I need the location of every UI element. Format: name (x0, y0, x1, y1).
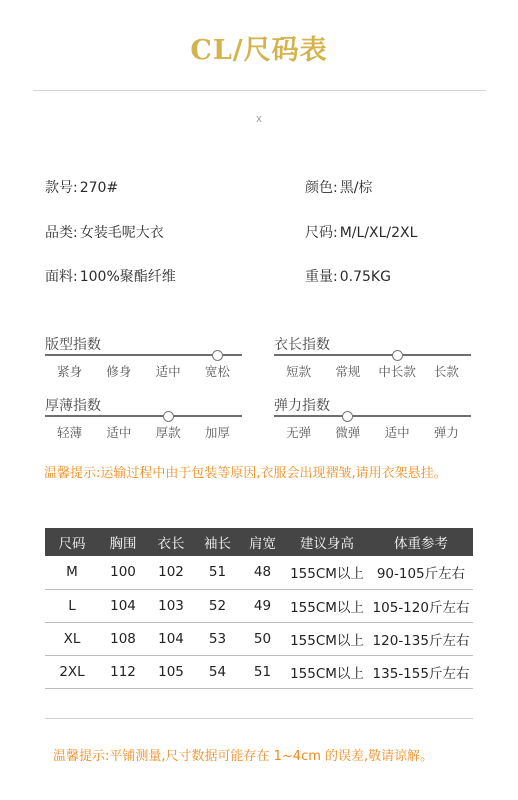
table-cell: 51 (195, 556, 240, 589)
size-table-header-cell: 尺码 (45, 528, 99, 556)
size-table-header-cell: 袖长 (195, 528, 240, 556)
info-weight (305, 266, 391, 286)
thickness-scale-bar (45, 415, 242, 417)
table-cell: 112 (99, 655, 147, 688)
notice-bottom: 温馨提示:平铺测量,尺寸数据可能存在 1~4cm 的误差,敬请谅解。 (53, 749, 434, 764)
length-scale-option: 常规 (335, 364, 361, 379)
elasticity-scale-title: 弹力指数 (274, 398, 330, 414)
table-cell: 102 (147, 556, 195, 589)
table-cell: 155CM以上 (285, 622, 369, 655)
size-table-header-cell: 建议身高 (285, 528, 369, 556)
fit-scale-option: 修身 (106, 364, 132, 379)
page-title: CL/尺码表 (190, 35, 328, 66)
length-scale-option: 长款 (433, 364, 459, 379)
fit-scale-marker (212, 350, 223, 361)
table-cell: 50 (240, 622, 285, 655)
table-cell: 2XL (45, 655, 99, 688)
size-table-header (45, 528, 473, 556)
length-scale-marker (392, 350, 403, 361)
table-cell: 155CM以上 (285, 589, 369, 622)
fit-scale-title: 版型指数 (45, 337, 101, 353)
elasticity-scale-option: 微弹 (335, 425, 361, 440)
table-cell: XL (45, 622, 99, 655)
table-row (45, 589, 473, 622)
table-cell: 103 (147, 589, 195, 622)
table-cell: 49 (240, 589, 285, 622)
table-cell: 108 (99, 622, 147, 655)
info-size (305, 222, 417, 242)
table-row (45, 655, 473, 688)
thickness-scale-option: 加厚 (204, 425, 230, 440)
size-table-header-cell: 体重参考 (369, 528, 473, 556)
fit-scale-option: 宽松 (204, 364, 230, 379)
info-size-label: 尺码: (305, 225, 338, 241)
elasticity-scale-option: 适中 (384, 425, 410, 440)
table-cell: 105 (147, 655, 195, 688)
table-row (45, 622, 473, 655)
table-cell: 51 (240, 655, 285, 688)
info-color-label: 颜色: (305, 180, 338, 196)
title-divider (33, 90, 486, 91)
table-cell: 104 (147, 622, 195, 655)
length-scale-option: 短款 (286, 364, 312, 379)
size-table (45, 528, 473, 689)
table-cell: 155CM以上 (285, 655, 369, 688)
elasticity-scale-option: 弹力 (433, 425, 459, 440)
elasticity-scale-option: 无弹 (286, 425, 312, 440)
info-fabric (45, 266, 176, 286)
size-table-header-cell: 胸围 (99, 528, 147, 556)
elasticity-scale-marker (342, 411, 353, 422)
thickness-scale-marker (163, 411, 174, 422)
fit-scale-option: 适中 (155, 364, 181, 379)
table-cell: 104 (99, 589, 147, 622)
info-color (305, 177, 372, 197)
notice-top: 温馨提示:运输过程中由于包装等原因,衣服会出现褶皱,请用衣架悬挂。 (44, 466, 447, 481)
size-table-header-cell: 衣长 (147, 528, 195, 556)
info-category (45, 222, 164, 242)
info-category-label: 品类: (45, 225, 78, 241)
table-cell: 105-120斤左右 (369, 589, 473, 622)
thickness-scale-option: 厚款 (155, 425, 181, 440)
info-style-no-label: 款号: (45, 180, 78, 196)
info-fabric-value: 100%聚酯纤维 (79, 269, 176, 285)
length-scale-option: 中长款 (378, 364, 416, 379)
info-weight-value: 0.75KG (339, 269, 391, 285)
info-fabric-label: 面料: (45, 269, 78, 285)
info-size-value: M/L/XL/2XL (339, 225, 418, 241)
table-row (45, 556, 473, 589)
size-table-body (45, 556, 473, 688)
table-cell: L (45, 589, 99, 622)
thickness-scale-option: 适中 (106, 425, 132, 440)
table-cell: 52 (195, 589, 240, 622)
table-cell: 53 (195, 622, 240, 655)
length-scale-title: 衣长指数 (274, 337, 330, 353)
length-scale-bar (274, 354, 471, 356)
info-color-value: 黑/棕 (339, 180, 373, 196)
table-cell: 54 (195, 655, 240, 688)
thickness-scale-title: 厚薄指数 (45, 398, 101, 414)
size-table-header-cell: 肩宽 (240, 528, 285, 556)
table-cell: 120-135斤左右 (369, 622, 473, 655)
table-cell: 48 (240, 556, 285, 589)
fit-scale-option: 紧身 (57, 364, 83, 379)
table-cell: 155CM以上 (285, 556, 369, 589)
table-cell: 100 (99, 556, 147, 589)
close-mark: x (256, 113, 262, 125)
info-category-value: 女装毛呢大衣 (79, 225, 164, 241)
table-cell: M (45, 556, 99, 589)
thickness-scale-option: 轻薄 (57, 425, 83, 440)
table-cell: 135-155斤左右 (369, 655, 473, 688)
table-cell: 90-105斤左右 (369, 556, 473, 589)
table-bottom-divider (45, 718, 473, 719)
info-weight-label: 重量: (305, 269, 338, 285)
info-style-no (45, 177, 118, 197)
elasticity-scale-bar (274, 415, 471, 417)
info-style-no-value: 270# (79, 180, 119, 196)
